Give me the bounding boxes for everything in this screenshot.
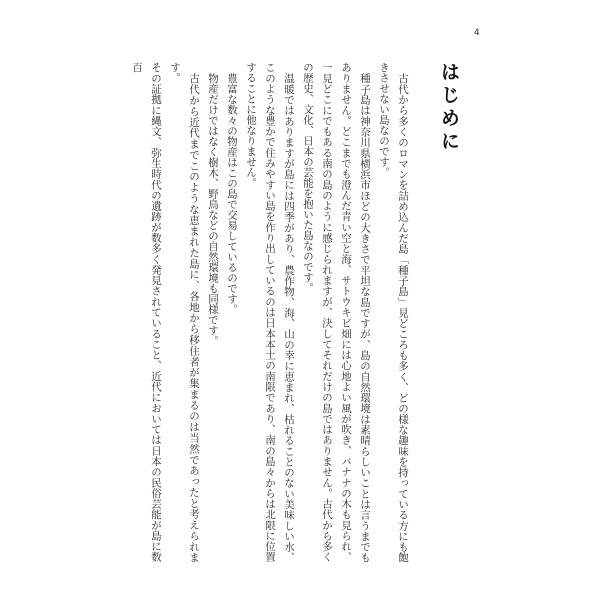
paragraph: 古代から多くのロマンを詰め込んだ島「種子島」見どころも多く、どの様な趣味を持っている方にも飽きさせない島なのです。 xyxy=(378,62,409,562)
paragraph: 豊富な数々の物産はこの島で交易しているのです。 xyxy=(226,72,238,314)
paragraph: 古代から近代までこのような恵まれた島に、各地から移住者が集まるのは当然であったと考えられます。 xyxy=(169,62,200,562)
paragraph: 種子島は神奈川県横浜市ほどの大きさで平坦な島ですが、島の自然環境は素晴らしいことは言うまでもありません。どこまでも澄んだ青い空と海、サトウキビ畑には心地よい風が吹き、バナナの木も見られ、一見どこにでもある南の島のように感じられますが、決してそれだけの島ではありません。古代から多くの歴史、文化、日本の芸能を抱いた島なのです。 xyxy=(302,62,371,562)
paragraph: 物産だけではなく樹木、野鳥などの自然環境も同様です。 xyxy=(207,72,219,346)
body-text xyxy=(127,62,412,562)
page-number: 4 xyxy=(474,28,480,38)
paragraph: 温暖ではありますが島には四季があり、農作物、海、山の幸に恵まれ、枯れることのない美味しい水、このような豊かで住みやすい島を作り出しているのは日本本土の南限であり、南の島々からは北限に位置することに他なりません。 xyxy=(245,62,295,562)
paragraph: その証拠に縄文、弥生時代の遺跡が数多く発見されていること、近代においては日本の民俗芸能が島に数百 xyxy=(131,62,162,562)
page-heading: はじめに xyxy=(438,62,460,154)
